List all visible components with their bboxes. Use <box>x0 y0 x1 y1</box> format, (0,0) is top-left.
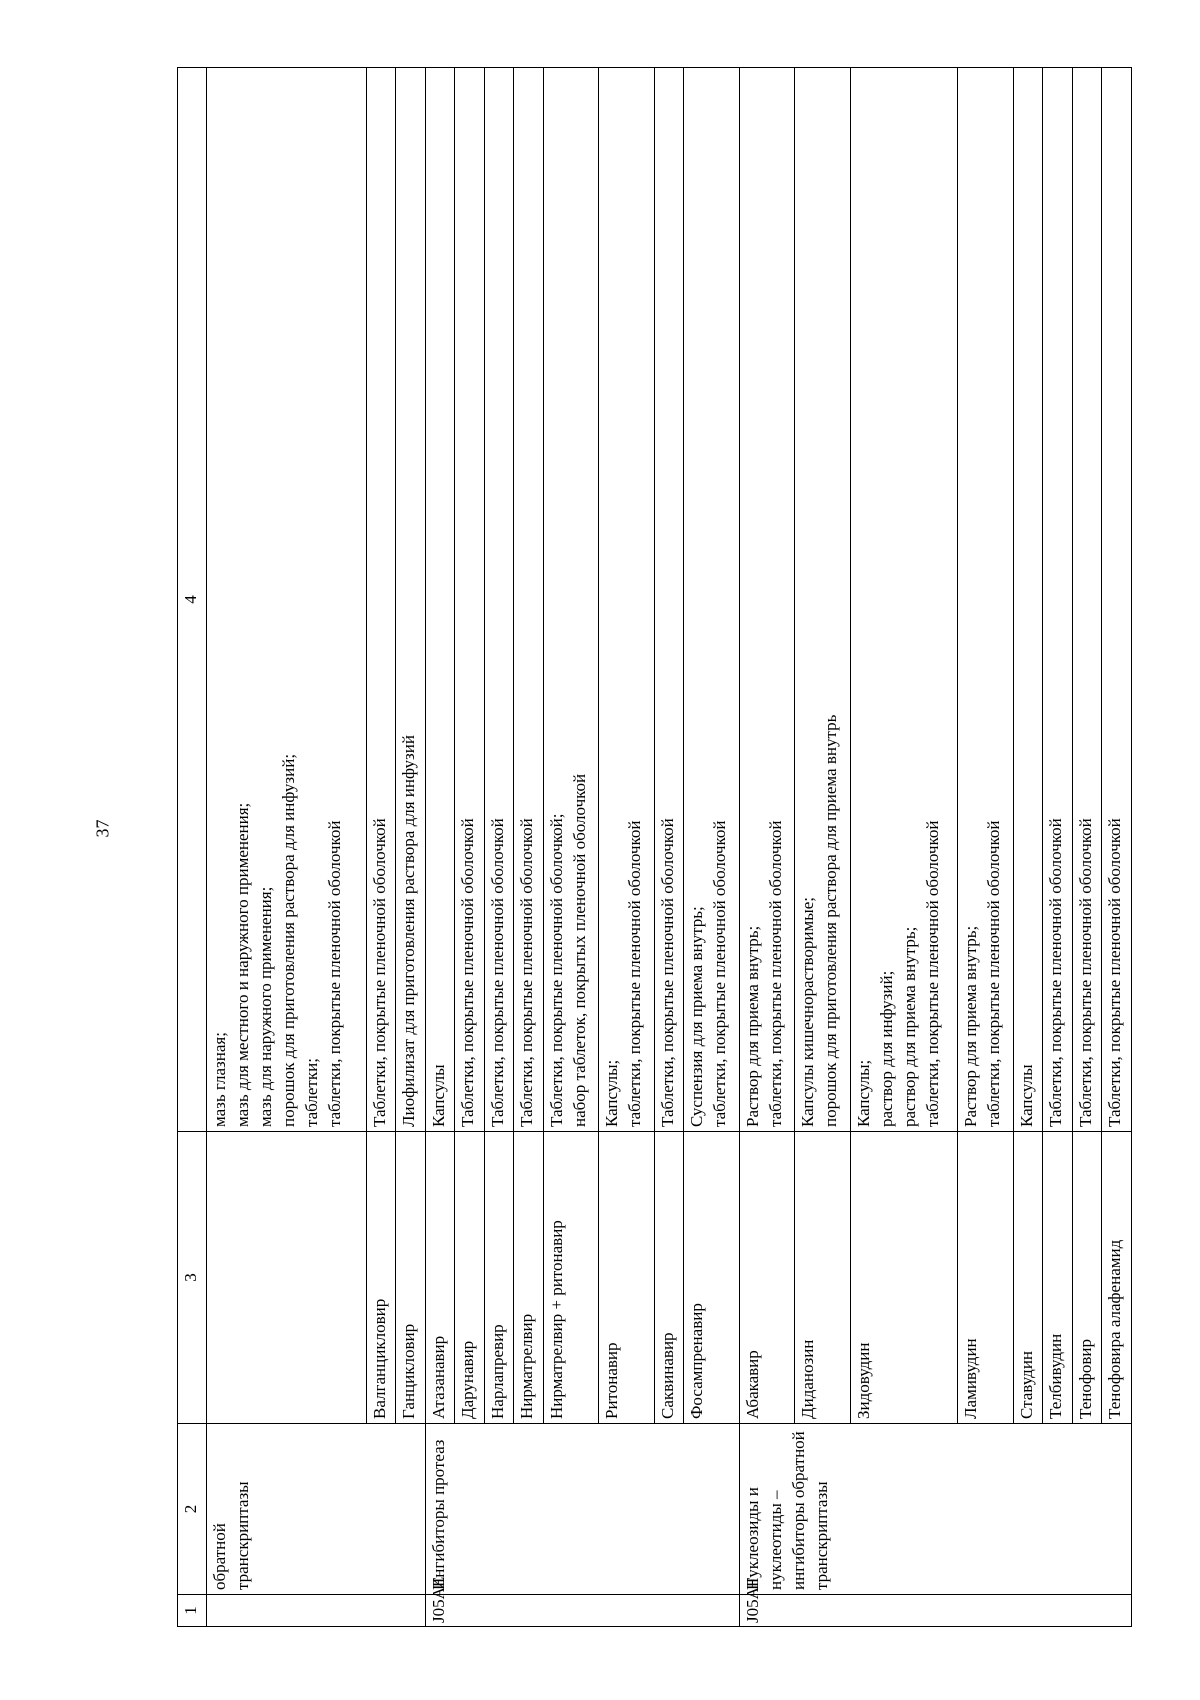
dosage-forms: Капсулы <box>425 68 454 1132</box>
dosage-forms: Таблетки, покрытые пленочной оболочкой <box>1102 68 1132 1132</box>
table-row <box>366 68 395 1627</box>
dosage-forms: Раствор для приема внутрь; таблетки, покрытые пленочной оболочкой <box>739 68 795 1132</box>
table-row <box>850 68 958 1627</box>
dosage-forms: Таблетки, покрытые пленочной оболочкой <box>484 68 513 1132</box>
dosage-forms: Таблетки, покрытые пленочной оболочкой <box>1072 68 1101 1132</box>
table-row <box>1102 68 1132 1627</box>
dosage-forms: Капсулы <box>1013 68 1042 1132</box>
table-row <box>425 68 454 1627</box>
drug-name: Нирматрелвир + ритонавир <box>543 1132 599 1424</box>
table-row <box>207 68 367 1627</box>
group-name: обратной транскриптазы <box>207 1424 426 1595</box>
header-col-3: 3 <box>178 1132 207 1424</box>
drug-name: Телбивудин <box>1043 1132 1072 1424</box>
drug-name: Абакавир <box>739 1132 795 1424</box>
table-row <box>514 68 543 1627</box>
table-row <box>684 68 740 1627</box>
table-row <box>396 68 425 1627</box>
table-row <box>1043 68 1072 1627</box>
table-row <box>543 68 599 1627</box>
drug-name: Тенофовир <box>1072 1132 1101 1424</box>
drug-name: Дарунавир <box>455 1132 484 1424</box>
dosage-forms: Суспензия для приема внутрь; таблетки, покрытые пленочной оболочкой <box>684 68 740 1132</box>
drug-name: Нарлапревир <box>484 1132 513 1424</box>
table-row <box>958 68 1014 1627</box>
atc-code <box>207 1595 426 1627</box>
drug-name: Зидовудин <box>850 1132 958 1424</box>
table-row <box>1013 68 1042 1627</box>
header-col-2: 2 <box>178 1424 207 1595</box>
drug-name: Фосампренавир <box>684 1132 740 1424</box>
table-row <box>455 68 484 1627</box>
dosage-forms: Таблетки, покрытые пленочной оболочкой <box>654 68 683 1132</box>
dosage-forms: Таблетки, покрытые пленочной оболочкой; набор таблеток, покрытых пленочной оболочкой <box>543 68 599 1132</box>
atc-code: J05AE <box>425 1595 739 1627</box>
drug-name: Тенофовира алафенамид <box>1102 1132 1132 1424</box>
table-row <box>599 68 655 1627</box>
dosage-forms: Таблетки, покрытые пленочной оболочкой <box>455 68 484 1132</box>
header-col-1: 1 <box>178 1595 207 1627</box>
header-col-4: 4 <box>178 68 207 1132</box>
drug-name: Ставудин <box>1013 1132 1042 1424</box>
drug-name: Атазанавир <box>425 1132 454 1424</box>
header-row <box>178 68 207 1627</box>
dosage-forms: Лиофилизат для приготовления раствора для инфузий <box>396 68 425 1132</box>
dosage-forms: Таблетки, покрытые пленочной оболочкой <box>1043 68 1072 1132</box>
drug-name: Валганцикловир <box>366 1132 395 1424</box>
table-row <box>484 68 513 1627</box>
drug-table-container <box>177 68 1132 1627</box>
dosage-forms: мазь глазная; мазь для местного и наружного применения; мазь для наружного применения; порошок для приготовления раствора для инфузий; таблетки; таблетки, покрытые пленочной оболочкой <box>207 68 367 1132</box>
table-row <box>795 68 851 1627</box>
table-row <box>1072 68 1101 1627</box>
dosage-forms: Капсулы; раствор для инфузий; раствор для приема внутрь; таблетки, покрытые пленочной оболочкой <box>850 68 958 1132</box>
table-row <box>654 68 683 1627</box>
drug-table <box>177 67 1132 1627</box>
table-row <box>739 68 795 1627</box>
group-name: Нуклеозиды и нуклеотиды – ингибиторы обратной транскриптазы <box>739 1424 1131 1595</box>
group-name: Ингибиторы протеаз <box>425 1424 739 1595</box>
drug-name: Диданозин <box>795 1132 851 1424</box>
drug-name: Ритонавир <box>599 1132 655 1424</box>
atc-code: J05AF <box>739 1595 1131 1627</box>
drug-name: Ламивудин <box>958 1132 1014 1424</box>
drug-name <box>207 1132 367 1424</box>
dosage-forms: Таблетки, покрытые пленочной оболочкой <box>514 68 543 1132</box>
drug-name: Ганцикловир <box>396 1132 425 1424</box>
page-number: 37 <box>92 819 113 838</box>
dosage-forms: Таблетки, покрытые пленочной оболочкой <box>366 68 395 1132</box>
dosage-forms: Раствор для приема внутрь; таблетки, покрытые пленочной оболочкой <box>958 68 1014 1132</box>
dosage-forms: Капсулы кишечнорастворимые; порошок для приготовления раствора для приема внутрь <box>795 68 851 1132</box>
drug-name: Нирматрелвир <box>514 1132 543 1424</box>
drug-name: Саквинавир <box>654 1132 683 1424</box>
dosage-forms: Капсулы; таблетки, покрытые пленочной оболочкой <box>599 68 655 1132</box>
